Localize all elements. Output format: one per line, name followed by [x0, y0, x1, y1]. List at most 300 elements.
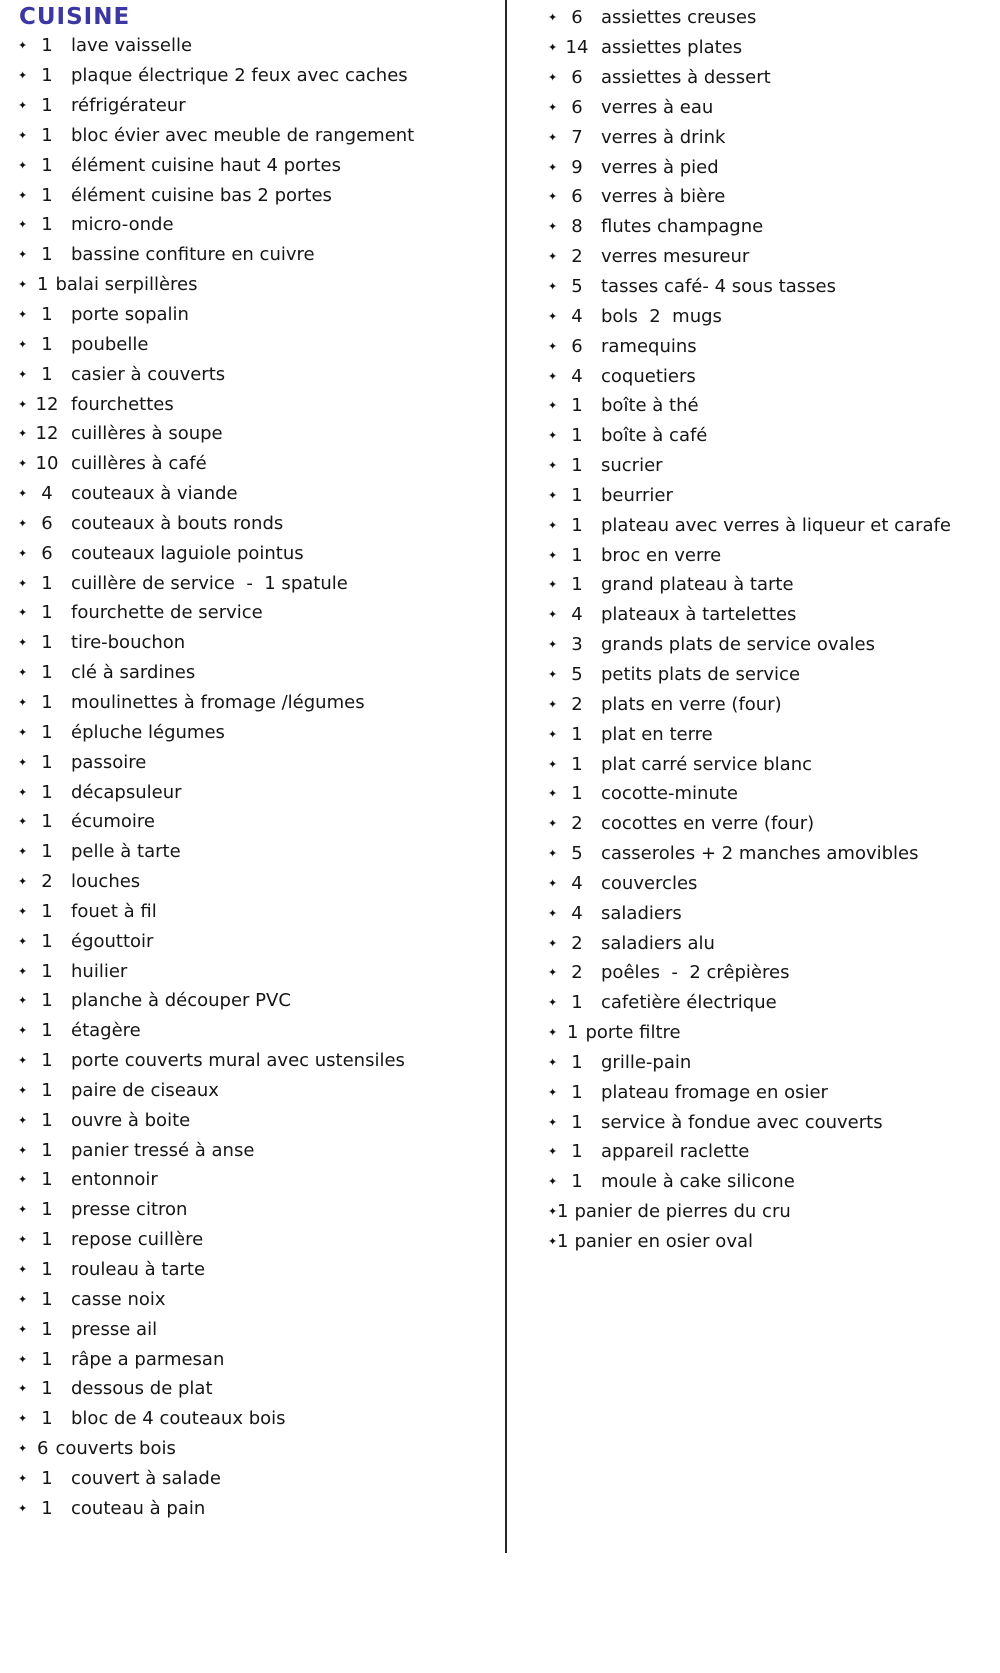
diamond-bullet-icon: ✦: [548, 697, 558, 711]
item-quantity: 4: [571, 902, 583, 924]
item-label: sucrier: [601, 455, 663, 477]
item-quantity: 6: [571, 67, 583, 89]
item-label: verres à pied: [601, 156, 719, 178]
diamond-bullet-icon: ✦: [548, 667, 558, 681]
item-label: cocotte-minute: [601, 783, 738, 805]
item-label: service à fondue avec couverts: [601, 1111, 883, 1133]
item-quantity: 1: [571, 1141, 583, 1163]
item-label: plat en terre: [601, 723, 713, 745]
list-item: [18, 121, 498, 151]
list-item: [18, 1404, 498, 1434]
list-item: [548, 839, 998, 869]
item-quantity: 1: [41, 154, 53, 176]
item-label: flutes champagne: [601, 216, 764, 238]
item-label: moulinettes à fromage /légumes: [71, 691, 365, 713]
item-quantity: 6: [571, 96, 583, 118]
item-label: moule à cake silicone: [601, 1171, 795, 1193]
item-quantity: 12: [35, 423, 59, 445]
list-item: [18, 1105, 498, 1135]
item-quantity: 2: [41, 871, 53, 893]
item-label: verres à drink: [601, 126, 726, 148]
item-label: cuillère de service - 1 spatule: [71, 572, 348, 594]
diamond-bullet-icon: ✦: [548, 459, 558, 473]
list-item: [18, 717, 498, 747]
list-item: [18, 538, 498, 568]
diamond-bullet-icon: ✦: [18, 308, 28, 322]
item-quantity: 1: [571, 484, 583, 506]
diamond-bullet-icon: ✦: [548, 906, 558, 920]
list-item: [548, 361, 998, 391]
list-item: [548, 122, 998, 152]
list-item: [548, 1137, 998, 1167]
item-quantity: 5: [571, 843, 583, 865]
item-quantity: 1: [571, 723, 583, 745]
item-quantity: 1: [41, 1259, 53, 1281]
item-label: casseroles + 2 manches amovibles: [601, 843, 919, 865]
list-item: [548, 630, 998, 660]
item-label: décapsuleur: [71, 781, 182, 803]
item-quantity: 1: [41, 1288, 53, 1310]
item-label: louches: [71, 871, 141, 893]
item-quantity: 1: [41, 1020, 53, 1042]
item-quantity: 1: [41, 124, 53, 146]
item-label: couteaux laguiole pointus: [71, 542, 304, 564]
item-quantity: 12: [35, 393, 59, 415]
item-label: poubelle: [71, 333, 149, 355]
list-item: [18, 1046, 498, 1076]
list-item: [548, 3, 998, 33]
item-quantity: 6: [41, 542, 53, 564]
list-item: [18, 658, 498, 688]
diamond-bullet-icon: ✦: [18, 1143, 28, 1157]
list-item: [548, 600, 998, 630]
item-label: cocottes en verre (four): [601, 813, 815, 835]
item-label: couvert à salade: [71, 1467, 221, 1489]
item-quantity: 1: [41, 35, 53, 57]
diamond-bullet-icon: ✦: [18, 666, 28, 680]
item-label: saladiers alu: [601, 932, 715, 954]
list-item: [18, 1016, 498, 1046]
item-quantity: 1: [41, 811, 53, 833]
list-item: [18, 91, 498, 121]
diamond-bullet-icon: ✦: [548, 1026, 558, 1040]
list-item: [548, 93, 998, 123]
list-item: [548, 1048, 998, 1078]
diamond-bullet-icon: ✦: [18, 1382, 28, 1396]
list-item: [18, 1225, 498, 1255]
item-quantity: 1: [41, 1199, 53, 1221]
diamond-bullet-icon: ✦: [18, 218, 28, 232]
item-quantity: 8: [571, 216, 583, 238]
item-label: bloc de 4 couteaux bois: [71, 1408, 286, 1430]
list-item: [18, 1284, 498, 1314]
list-item: [18, 419, 498, 449]
diamond-bullet-icon: ✦: [548, 996, 558, 1010]
item-quantity: 2: [571, 246, 583, 268]
list-item: [18, 1255, 498, 1285]
item-quantity: 6: [571, 335, 583, 357]
list-item: [548, 660, 998, 690]
item-label: ramequins: [601, 335, 697, 357]
diamond-bullet-icon: ✦: [18, 1322, 28, 1336]
list-item: [18, 837, 498, 867]
left-column-list: [18, 31, 498, 1523]
list-item: [18, 449, 498, 479]
list-item: [548, 898, 998, 928]
item-quantity: 1: [41, 930, 53, 952]
item-label: coquetiers: [601, 365, 696, 387]
diamond-bullet-icon: ✦: [18, 128, 28, 142]
diamond-bullet-icon: ✦: [548, 1085, 558, 1099]
item-label: casse noix: [71, 1288, 166, 1310]
list-item: [18, 1135, 498, 1165]
diamond-bullet-icon: ✦: [18, 1054, 28, 1068]
item-quantity: 4: [571, 365, 583, 387]
list-item: [18, 867, 498, 897]
list-item: [548, 331, 998, 361]
item-label: porte sopalin: [71, 304, 189, 326]
item-quantity: 1: [571, 544, 583, 566]
list-item: [18, 568, 498, 598]
list-item: [548, 1077, 998, 1107]
item-label: plateau fromage en osier: [601, 1081, 828, 1103]
diamond-bullet-icon: ✦: [18, 546, 28, 560]
list-item: [548, 1197, 998, 1227]
item-label: repose cuillère: [71, 1229, 204, 1251]
diamond-bullet-icon: ✦: [18, 1412, 28, 1426]
item-label: poêles - 2 crêpières: [601, 962, 790, 984]
item-quantity: 1: [41, 691, 53, 713]
item-quantity: 1: [571, 753, 583, 775]
list-item: [548, 540, 998, 570]
list-item: [548, 1167, 998, 1197]
diamond-bullet-icon: ✦: [548, 847, 558, 861]
item-label: appareil raclette: [601, 1141, 750, 1163]
item-label: verres à bière: [601, 186, 726, 208]
item-quantity: 1: [571, 1051, 583, 1073]
item-quantity: 2: [571, 932, 583, 954]
list-item: [18, 688, 498, 718]
item-label: plat carré service blanc: [601, 753, 813, 775]
item-label: bassine confiture en cuivre: [71, 244, 315, 266]
diamond-bullet-icon: ✦: [548, 1055, 558, 1069]
item-quantity: 1: [41, 632, 53, 654]
list-item: [548, 510, 998, 540]
diamond-bullet-icon: ✦: [548, 41, 558, 55]
diamond-bullet-icon: ✦: [18, 1471, 28, 1485]
diamond-bullet-icon: ✦: [18, 158, 28, 172]
item-quantity: 1: [41, 65, 53, 87]
diamond-bullet-icon: ✦: [548, 876, 558, 890]
item-quantity: 1: [41, 1378, 53, 1400]
item-label: clé à sardines: [71, 662, 196, 684]
item-label: fourchette de service: [71, 602, 263, 624]
item-label: couteaux à viande: [71, 483, 238, 505]
diamond-bullet-icon: ✦: [18, 516, 28, 530]
list-item: [548, 212, 998, 242]
diamond-bullet-icon: ✦: [18, 725, 28, 739]
item-quantity: 1: [41, 1408, 53, 1430]
item-quantity: 1: [41, 572, 53, 594]
diamond-bullet-icon: ✦: [548, 399, 558, 413]
diamond-bullet-icon: ✦: [18, 337, 28, 351]
list-item: [18, 1195, 498, 1225]
item-quantity: 1: [41, 1318, 53, 1340]
list-item: [18, 598, 498, 628]
diamond-bullet-icon: ✦: [548, 250, 558, 264]
list-item: [548, 689, 998, 719]
item-label: passoire: [71, 751, 147, 773]
item-quantity: 9: [571, 156, 583, 178]
item-label: porte couverts mural avec ustensiles: [71, 1050, 405, 1072]
item-label: lave vaisselle: [71, 35, 193, 57]
item-label: étagère: [71, 1020, 141, 1042]
diamond-bullet-icon: ✦: [548, 608, 558, 622]
item-label: broc en verre: [601, 544, 722, 566]
list-item: [548, 809, 998, 839]
item-quantity: 1: [571, 455, 583, 477]
item-quantity: 1: [41, 95, 53, 117]
list-item: [548, 779, 998, 809]
item-quantity: 1: [41, 214, 53, 236]
item-label: plats en verre (four): [601, 693, 782, 715]
item-quantity: 1: [571, 514, 583, 536]
item-label: égouttoir: [71, 930, 154, 952]
list-item: [18, 956, 498, 986]
diamond-bullet-icon: ✦: [548, 638, 558, 652]
list-item: [548, 391, 998, 421]
item-label: fourchettes: [71, 393, 174, 415]
list-item: [18, 1314, 498, 1344]
list-item: [548, 749, 998, 779]
item-quantity: 1: [41, 363, 53, 385]
item-quantity: 1: [571, 1111, 583, 1133]
item-quantity: 1: [41, 184, 53, 206]
item-quantity: 1: [41, 1079, 53, 1101]
item-label: micro-onde: [71, 214, 174, 236]
diamond-bullet-icon: ✦: [548, 11, 558, 25]
list-item: [18, 926, 498, 956]
item-label: plateau avec verres à liqueur et carafe: [601, 514, 951, 536]
item-quantity: 1: [41, 990, 53, 1012]
item-label: élément cuisine haut 4 portes: [71, 154, 341, 176]
item-label: couvercles: [601, 872, 698, 894]
list-item: [548, 63, 998, 93]
item-quantity: 1: [41, 1229, 53, 1251]
diamond-bullet-icon: ✦: [548, 280, 558, 294]
list-item: [18, 628, 498, 658]
item-quantity: 1: [41, 841, 53, 863]
diamond-bullet-icon: ✦: [548, 160, 558, 174]
list-item: [548, 182, 998, 212]
item-label: balai serpillères: [55, 274, 198, 296]
diamond-bullet-icon: ✦: [18, 576, 28, 590]
item-quantity: 1: [41, 751, 53, 773]
diamond-bullet-icon: ✦: [18, 487, 28, 501]
item-quantity: 4: [571, 604, 583, 626]
item-label: presse ail: [71, 1318, 158, 1340]
diamond-bullet-icon: ✦: [548, 220, 558, 234]
item-label: tasses café- 4 sous tasses: [601, 276, 836, 298]
item-label: porte filtre: [585, 1022, 681, 1044]
item-quantity: 1: [41, 1169, 53, 1191]
diamond-bullet-icon: ✦: [18, 278, 28, 292]
item-label: assiettes à dessert: [601, 67, 771, 89]
list-item: [18, 300, 498, 330]
item-quantity: 14: [565, 37, 589, 59]
item-label: bols 2 mugs: [601, 305, 722, 327]
item-label: panier de pierres du cru: [574, 1201, 791, 1223]
item-quantity: 5: [571, 663, 583, 685]
item-label: assiettes creuses: [601, 7, 757, 29]
item-label: casier à couverts: [71, 363, 226, 385]
item-quantity: 6: [37, 1438, 49, 1460]
item-label: grille-pain: [601, 1051, 692, 1073]
item-label: couteaux à bouts ronds: [71, 512, 284, 534]
diamond-bullet-icon: ✦: [18, 1501, 28, 1515]
list-item: [18, 210, 498, 240]
item-quantity: 1: [41, 721, 53, 743]
item-label: fouet à fil: [71, 900, 157, 922]
item-quantity: 2: [571, 813, 583, 835]
page-title: CUISINE: [19, 4, 131, 30]
list-item: [548, 242, 998, 272]
diamond-bullet-icon: ✦: [548, 1205, 558, 1219]
diamond-bullet-icon: ✦: [18, 695, 28, 709]
item-label: verres mesureur: [601, 246, 750, 268]
list-item: [18, 747, 498, 777]
diamond-bullet-icon: ✦: [548, 757, 558, 771]
item-label: boîte à thé: [601, 395, 699, 417]
diamond-bullet-icon: ✦: [18, 99, 28, 113]
diamond-bullet-icon: ✦: [548, 339, 558, 353]
diamond-bullet-icon: ✦: [18, 755, 28, 769]
diamond-bullet-icon: ✦: [548, 518, 558, 532]
item-quantity: 1: [41, 1139, 53, 1161]
list-item: [18, 1076, 498, 1106]
item-label: cuillères à soupe: [71, 423, 223, 445]
list-item: [18, 240, 498, 270]
item-quantity: 1: [571, 395, 583, 417]
item-label: saladiers: [601, 902, 682, 924]
item-quantity: 1: [41, 1109, 53, 1131]
diamond-bullet-icon: ✦: [548, 1235, 558, 1249]
item-quantity: 1: [41, 304, 53, 326]
item-label: dessous de plat: [71, 1378, 213, 1400]
diamond-bullet-icon: ✦: [548, 1145, 558, 1159]
list-item: [18, 1374, 498, 1404]
item-label: élément cuisine bas 2 portes: [71, 184, 332, 206]
diamond-bullet-icon: ✦: [548, 369, 558, 383]
item-quantity: 7: [571, 126, 583, 148]
list-item: [18, 31, 498, 61]
right-column-list: [548, 3, 998, 1256]
item-quantity: 5: [571, 276, 583, 298]
item-label: assiettes plates: [601, 37, 743, 59]
item-quantity: 1: [41, 1050, 53, 1072]
diamond-bullet-icon: ✦: [18, 1233, 28, 1247]
item-label: paire de ciseaux: [71, 1079, 219, 1101]
item-label: verres à eau: [601, 96, 714, 118]
list-item: [548, 421, 998, 451]
list-item: [548, 928, 998, 958]
diamond-bullet-icon: ✦: [18, 427, 28, 441]
list-item: [18, 479, 498, 509]
list-item: [548, 988, 998, 1018]
item-quantity: 1: [41, 900, 53, 922]
list-item: [18, 389, 498, 419]
diamond-bullet-icon: ✦: [18, 785, 28, 799]
item-quantity: 1: [571, 574, 583, 596]
diamond-bullet-icon: ✦: [18, 1113, 28, 1127]
diamond-bullet-icon: ✦: [548, 71, 558, 85]
item-label: panier en osier oval: [574, 1231, 754, 1253]
item-quantity: 1: [41, 1497, 53, 1519]
diamond-bullet-icon: ✦: [548, 817, 558, 831]
item-label: bloc évier avec meuble de rangement: [71, 124, 415, 146]
item-label: petits plats de service: [601, 663, 801, 685]
item-quantity: 1: [41, 244, 53, 266]
diamond-bullet-icon: ✦: [548, 966, 558, 980]
item-quantity: 1: [41, 333, 53, 355]
list-item: [548, 481, 998, 511]
item-quantity: 1: [41, 960, 53, 982]
item-quantity: 1: [41, 781, 53, 803]
list-item: [18, 1165, 498, 1195]
diamond-bullet-icon: ✦: [548, 130, 558, 144]
list-item: [18, 1434, 498, 1464]
list-item: [548, 451, 998, 481]
item-quantity: 6: [571, 186, 583, 208]
list-item: [18, 359, 498, 389]
diamond-bullet-icon: ✦: [18, 1352, 28, 1366]
item-quantity: 4: [571, 872, 583, 894]
item-label: planche à découper PVC: [71, 990, 291, 1012]
item-label: panier tressé à anse: [71, 1139, 255, 1161]
list-item: [548, 1227, 998, 1257]
list-item: [18, 270, 498, 300]
item-quantity: 1: [571, 783, 583, 805]
diamond-bullet-icon: ✦: [18, 964, 28, 978]
item-label: huilier: [71, 960, 128, 982]
diamond-bullet-icon: ✦: [18, 875, 28, 889]
diamond-bullet-icon: ✦: [18, 606, 28, 620]
diamond-bullet-icon: ✦: [548, 727, 558, 741]
item-label: plaque électrique 2 feux avec caches: [71, 65, 408, 87]
item-label: réfrigérateur: [71, 95, 186, 117]
list-item: [18, 777, 498, 807]
list-item: [18, 329, 498, 359]
list-item: [548, 152, 998, 182]
item-label: boîte à café: [601, 425, 708, 447]
list-item: [18, 807, 498, 837]
item-label: grands plats de service ovales: [601, 634, 875, 656]
diamond-bullet-icon: ✦: [18, 1083, 28, 1097]
diamond-bullet-icon: ✦: [18, 1024, 28, 1038]
item-label: pelle à tarte: [71, 841, 181, 863]
item-quantity: 1: [557, 1231, 569, 1253]
list-item: [548, 958, 998, 988]
item-quantity: 10: [35, 453, 59, 475]
diamond-bullet-icon: ✦: [18, 1173, 28, 1187]
list-item: [548, 272, 998, 302]
item-label: épluche légumes: [71, 721, 225, 743]
diamond-bullet-icon: ✦: [18, 815, 28, 829]
diamond-bullet-icon: ✦: [548, 578, 558, 592]
diamond-bullet-icon: ✦: [18, 397, 28, 411]
list-item: [548, 868, 998, 898]
list-item: [18, 986, 498, 1016]
